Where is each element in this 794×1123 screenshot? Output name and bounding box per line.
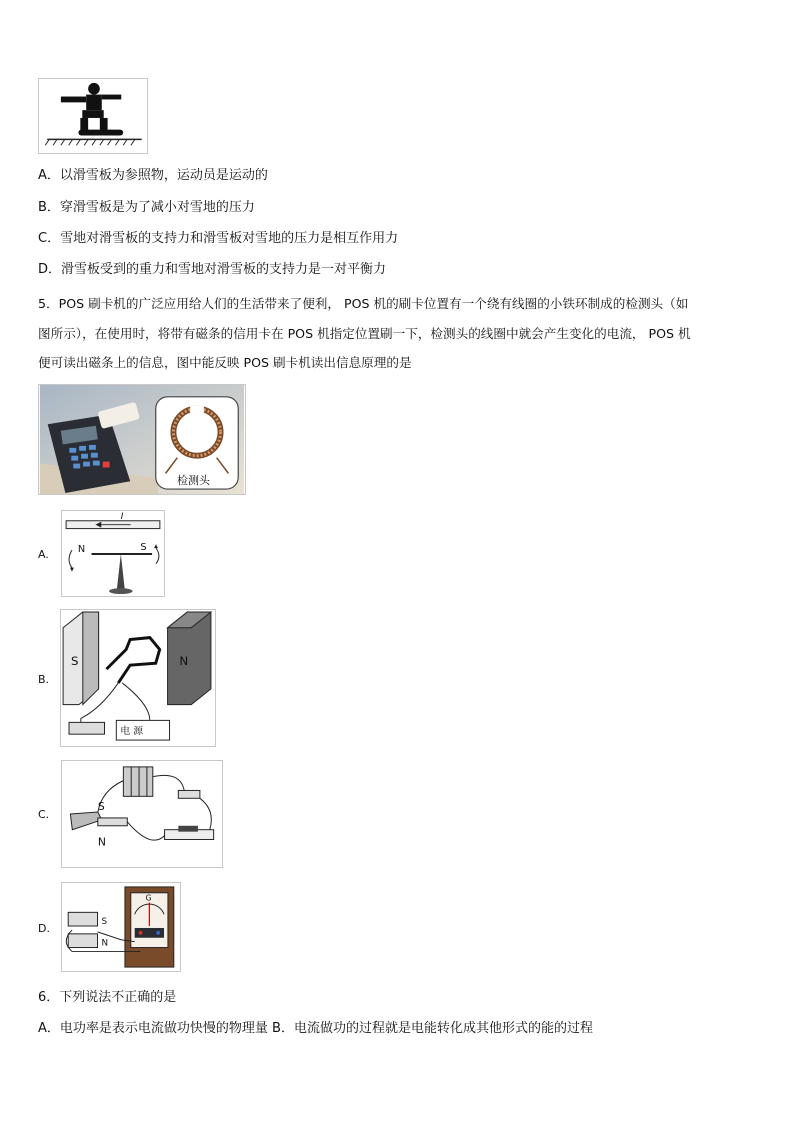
needle-north-label: N xyxy=(77,544,86,556)
option-d-label: D. xyxy=(38,922,50,935)
option-b-label: B. xyxy=(38,673,50,686)
detector-head-caption: 检测头 xyxy=(177,474,210,487)
q4-option-c: C．雪地对滑雪板的支持力和滑雪板对雪地的压力是相互作用力 xyxy=(38,231,399,246)
power-supply-label: 电 源 xyxy=(120,726,144,738)
q4-option-a: A．以滑雪板为参照物，运动员是运动的 xyxy=(38,168,268,183)
magnet-south-label: S xyxy=(70,654,79,669)
magnet-south-label: S xyxy=(101,917,108,928)
option-b-figure xyxy=(60,609,216,747)
q5-stem-line-3: 便可读出磁条上的信息，图中能反映 POS 刷卡机读出信息原理的是 xyxy=(38,355,412,370)
q4-option-d: D．滑雪板受到的重力和雪地对滑雪板的支持力是一对平衡力 xyxy=(38,262,387,277)
q4-option-b: B．穿滑雪板是为了减小对雪地的压力 xyxy=(38,200,255,215)
option-c-figure xyxy=(61,760,223,868)
snowboarder-figure xyxy=(38,78,148,154)
magnet-north-label: N xyxy=(101,938,109,949)
magnet-south-label: S xyxy=(97,800,105,814)
galvanometer-label: G xyxy=(145,893,152,903)
current-label: I xyxy=(120,511,124,522)
magnet-north-label: N xyxy=(97,835,106,849)
needle-south-label: S xyxy=(140,542,147,554)
q6-options-line: A．电功率是表示电流做功快慢的物理量 B．电流做功的过程就是电能转化成其他形式的能的过程 xyxy=(38,1021,593,1036)
pos-machine-photo xyxy=(38,384,246,495)
q5-stem-line-1: 5．POS 刷卡机的广泛应用给人们的生活带来了便利， POS 机的刷卡位置有一个绕有线圈的小铁环制成的检测头（如 xyxy=(38,296,689,311)
option-d-figure xyxy=(61,882,181,972)
q6-stem: 6．下列说法不正确的是 xyxy=(38,990,177,1005)
option-c-label: C. xyxy=(38,808,50,821)
q5-stem-line-2: 图所示），在使用时，将带有磁条的信用卡在 POS 机指定位置刷一下，检测头的线圈中就会产生变化的电流， POS 机 xyxy=(38,326,691,341)
option-a-figure xyxy=(61,510,165,597)
option-a-label: A. xyxy=(38,548,49,561)
magnet-north-label: N xyxy=(179,654,189,669)
